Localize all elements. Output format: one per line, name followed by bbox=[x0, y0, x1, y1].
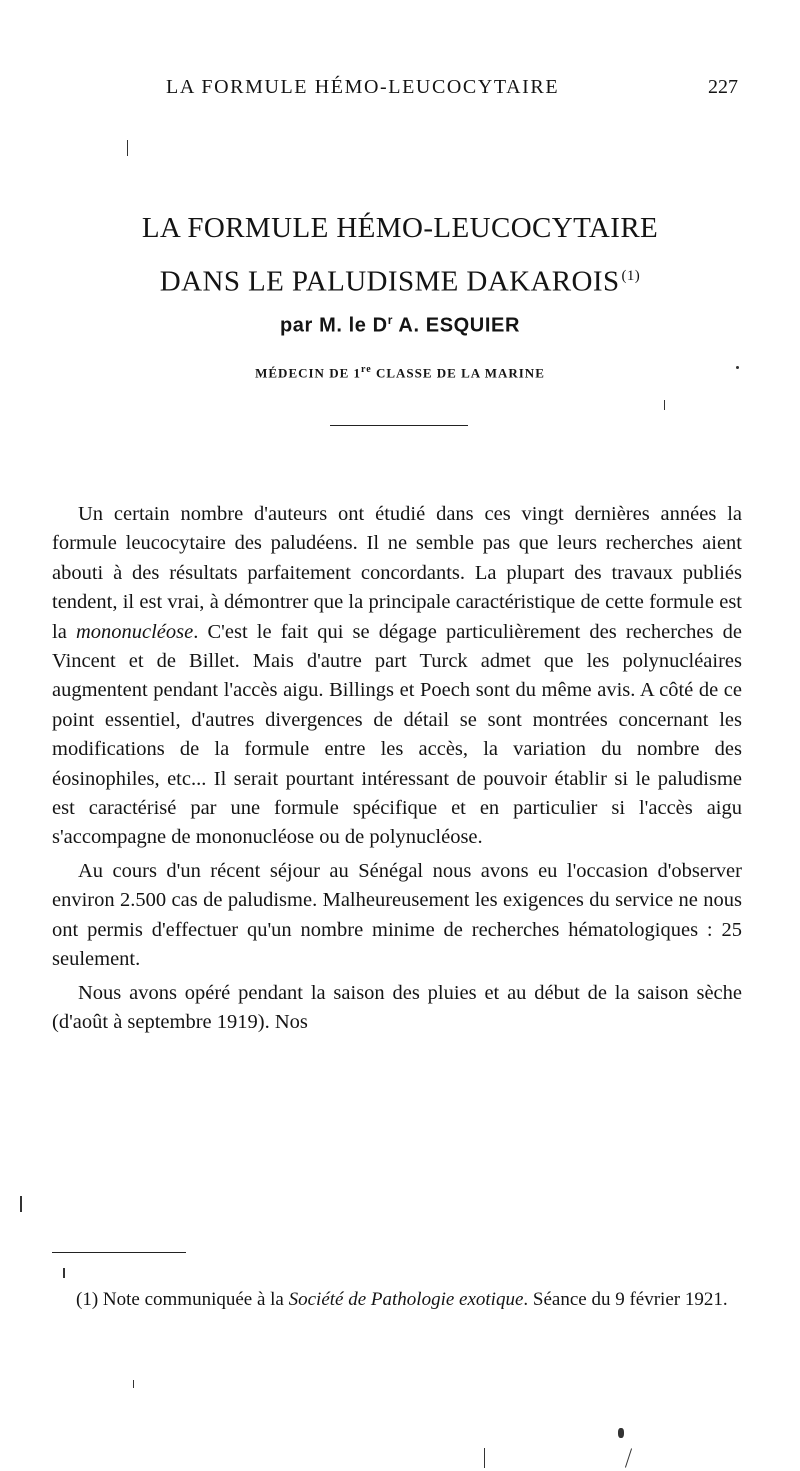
author-affiliation bbox=[0, 364, 800, 381]
title-footnote-mark: (1) bbox=[621, 268, 641, 284]
footnote-society-name: Société de Pathologie exotique bbox=[288, 1289, 524, 1310]
byline-sup: r bbox=[387, 313, 393, 327]
paragraph-1 bbox=[52, 500, 742, 853]
scan-speck bbox=[484, 1448, 485, 1468]
scan-speck bbox=[20, 1196, 22, 1212]
article-body bbox=[52, 500, 742, 1037]
article-title-line-2 bbox=[0, 252, 800, 306]
author-name: A. ESQUIER bbox=[393, 314, 520, 337]
article-title-line-2-text: DANS LE PALUDISME DAKAROIS bbox=[159, 265, 620, 298]
article-title bbox=[0, 204, 800, 306]
running-title: LA FORMULE HÉMO-LEUCOCYTAIRE bbox=[166, 76, 560, 98]
paragraph-3: Nous avons opéré pendant la saison des pluies et au début de la saison sèche (d'août à septembre 1919). Nos bbox=[52, 981, 742, 1033]
footnote-text-b: . Séance du 9 février 1921. bbox=[523, 1289, 728, 1310]
article-title-line-1: LA FORMULE HÉMO-LEUCOCYTAIRE bbox=[141, 212, 659, 244]
author-byline bbox=[0, 313, 800, 338]
scan-speck bbox=[63, 1268, 65, 1278]
paragraph-1-part-b: . C'est le fait qui se dégage particulièrement des recherches de Vincent et de Billet. Mais d'autre part Turck admet que les polynucléaires augmentent pendant l'accès aigu. Billings et Poech sont du même avis. A côté de ce point essentiel, d'autres divergences de détail se sont montrées concernant les modifications de la formule entre les accès, la variation du nombre des éosinophiles, etc... Il serait pourtant intéressant de pouvoir établir si le paludisme est caractérisé par une formule spécifique et en particulier si l'accès aigu s'accompagne de mononucléose ou de polynucléose. bbox=[52, 620, 742, 849]
footnote bbox=[52, 1286, 742, 1313]
affiliation-sup: re bbox=[361, 364, 372, 375]
scan-speck bbox=[664, 400, 665, 410]
scan-speck bbox=[625, 1448, 632, 1467]
scan-speck bbox=[127, 140, 128, 156]
affiliation-prefix: MÉDECIN DE 1 bbox=[255, 365, 362, 381]
scan-speck bbox=[736, 366, 739, 369]
scan-speck bbox=[133, 1380, 134, 1388]
footnote-separator-rule bbox=[52, 1252, 186, 1253]
footnote-mark: (1) bbox=[76, 1289, 99, 1310]
affiliation-suffix: CLASSE DE LA MARINE bbox=[371, 365, 545, 381]
paragraph-1-part-a: Un certain nombre d'auteurs ont étudié dans ces vingt dernières années la formule leucocytaire des paludéens. Il ne semble pas que leurs recherches aient abouti à des résultats parfaitement concordants. La plupart des travaux publiés tendent, il est vrai, à démontrer que la principale caractéristique de cette formule est la bbox=[52, 503, 742, 643]
title-separator-rule bbox=[330, 425, 468, 426]
paragraph-1-italic-term: mononucléose bbox=[75, 620, 194, 643]
scan-speck bbox=[618, 1428, 624, 1438]
byline-prefix: par M. le D bbox=[279, 314, 388, 337]
page-number: 227 bbox=[708, 76, 738, 98]
paragraph-2: Au cours d'un récent séjour au Sénégal nous avons eu l'occasion d'observer environ 2.500 cas de paludisme. Malheureusement les exigences du service ne nous ont permis d'effectuer qu'un nombre minime de recherches hématologiques : 25 seulement. bbox=[52, 859, 742, 971]
footnote-text-a: Note communiquée à la bbox=[98, 1289, 289, 1310]
running-head bbox=[0, 76, 800, 106]
